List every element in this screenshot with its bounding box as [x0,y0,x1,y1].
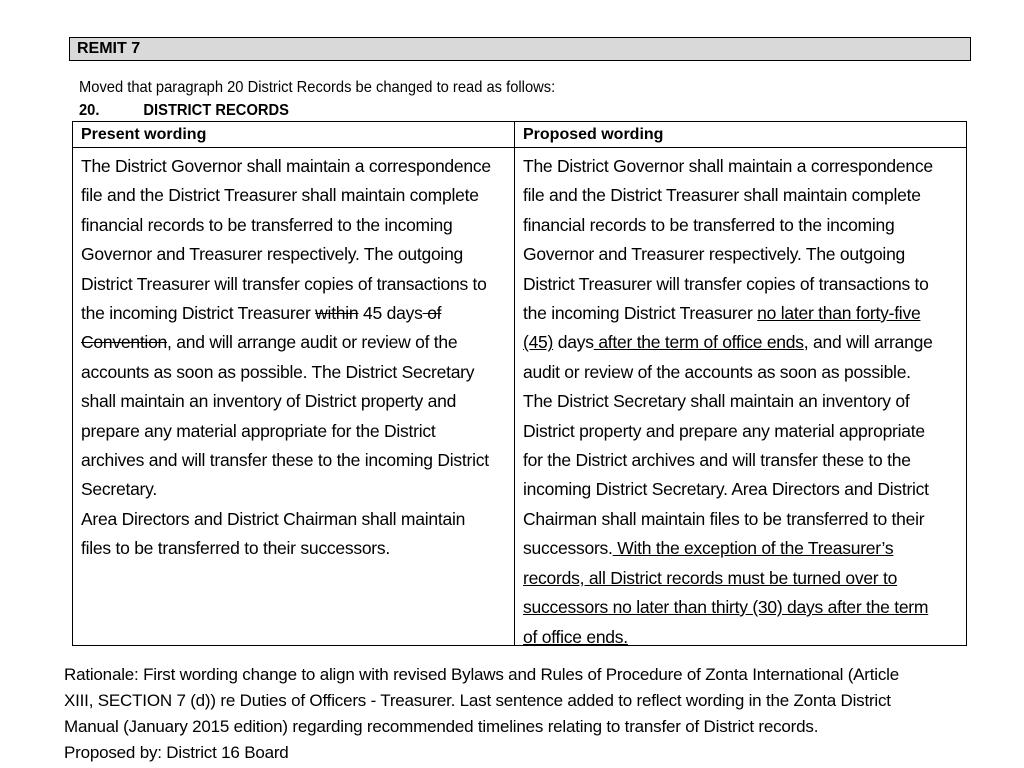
text-line [81,328,508,357]
text-line: file and the District Treasurer shall maintain complete [81,185,479,206]
text-line: prepare any material appropriate for the District [81,420,436,441]
inserted-text-line: successors no later than thirty (30) days after the term [523,597,929,618]
rationale-line: Manual (January 2015 edition) regarding recommended timelines relating to transfer of District records. [64,717,819,736]
inserted-text-line: of office ends. [523,626,628,647]
present-wording-text [73,148,514,564]
text-line: Chairman shall maintain files to be transferred to their [523,508,925,529]
proposed-wording-column [515,122,966,645]
text-line: Area Directors and District Chairman shall maintain [81,508,466,529]
inserted-text: With the exception of the Treasurer’s [612,538,894,559]
text-segment: , and will arrange audit or review of the [167,332,458,353]
text-line: file and the District Treasurer shall maintain complete [523,185,921,206]
text-line: accounts as soon as possible. The District Secretary [81,361,475,382]
text-line: incoming District Secretary. Area Directors and District [523,479,929,500]
text-line: Governor and Treasurer respectively. The outgoing [81,244,464,265]
present-wording-heading: Present wording [73,122,514,148]
text-line [523,328,960,357]
text-line: audit or review of the accounts as soon as possible. [523,361,911,382]
text-line: shall maintain an inventory of District property and [81,391,457,412]
text-line: The District Secretary shall maintain an inventory of [523,391,910,412]
section-number: 20. [79,102,100,119]
proposed-by: Proposed by: District 16 Board [64,743,289,762]
text-line: The District Governor shall maintain a correspondence [523,156,933,176]
text-line: archives and will transfer these to the incoming District [81,450,489,471]
proposed-wording-text [515,148,966,652]
section-heading [79,100,289,122]
rationale-line: Rationale: First wording change to align with revised Bylaws and Rules of Procedure of Zonta International (Article [64,665,899,684]
text-line: The District Governor shall maintain a correspondence [81,156,491,176]
text-line [523,299,960,328]
text-line: financial records to be transferred to the incoming [81,214,453,235]
remit-title: REMIT 7 [77,40,141,57]
text-line: District Treasurer will transfer copies of transactions to [81,273,487,294]
rationale-line: XIII, SECTION 7 (d)) re Duties of Officers - Treasurer. Last sentence added to reflect wording in the Zonta District [64,691,891,710]
text-line: financial records to be transferred to the incoming [523,214,895,235]
text-segment: 45 days [358,303,423,324]
rationale-paragraph [64,662,984,766]
present-wording-column [73,122,515,645]
inserted-text: (45) [523,332,554,353]
inserted-text: after the term of office ends [593,332,804,353]
text-line [81,299,508,328]
deleted-text: within [315,303,359,324]
text-line: District property and prepare any material appropriate [523,420,925,441]
remit-header [69,37,971,61]
motion-intro: Moved that paragraph 20 District Records be changed to read as follows: [79,79,556,96]
proposed-wording-heading: Proposed wording [515,122,966,148]
text-line: Secretary. [81,479,157,500]
text-segment: the incoming District Treasurer [523,303,758,324]
text-line: for the District archives and will transfer these to the [523,450,911,471]
inserted-text: no later than forty-five [757,303,921,324]
wording-comparison-table [72,121,967,646]
deleted-text: of [422,303,442,324]
inserted-text-line: records, all District records must be turned over to [523,567,898,588]
text-segment: days [553,332,594,353]
text-line: files to be transferred to their successors. [81,538,390,559]
text-segment: the incoming District Treasurer [81,303,316,324]
section-title: DISTRICT RECORDS [143,102,289,119]
text-line: District Treasurer will transfer copies of transactions to [523,273,929,294]
text-segment: successors. [523,538,613,559]
text-line [523,534,960,563]
deleted-text: Convention [81,332,168,353]
text-segment: , and will arrange [803,332,933,353]
text-line: Governor and Treasurer respectively. The outgoing [523,244,906,265]
